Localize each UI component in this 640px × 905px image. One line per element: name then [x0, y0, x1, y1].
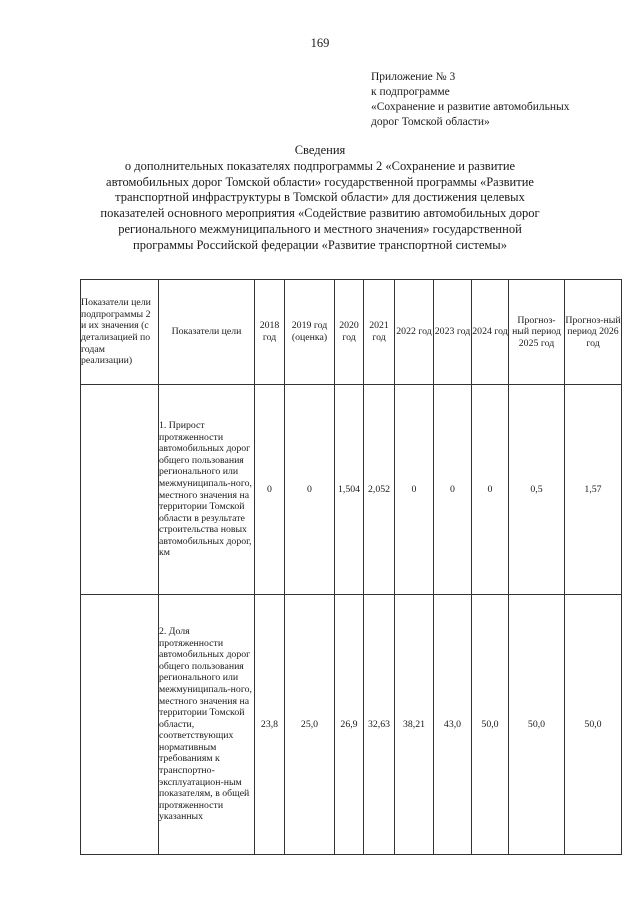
value-2025: 50,0: [509, 595, 565, 855]
heading-line: транспортной инфраструктуры в Томской области» для достижения целевых: [115, 190, 525, 205]
document-heading: [50, 143, 590, 254]
appendix-line: к подпрограмме: [371, 86, 450, 98]
value-2026: 1,57: [565, 385, 622, 595]
appendix-line: дорог Томской области»: [371, 116, 490, 128]
header-year-2020: 2020 год: [335, 280, 364, 385]
value-2022: 38,21: [395, 595, 434, 855]
value-2020: 1,504: [335, 385, 364, 595]
header-goal-indicators: Показатели цели подпрограммы 2 и их значения (с детализацией по годам реализации): [81, 280, 159, 385]
value-2025: 0,5: [509, 385, 565, 595]
value-2021: 2,052: [364, 385, 395, 595]
heading-line: регионального межмуниципального и местного значения» государственной: [118, 221, 522, 236]
indicators-table: [80, 279, 622, 855]
table-row: [81, 385, 622, 595]
table-row: [81, 595, 622, 855]
page-number: 169: [310, 36, 330, 50]
value-2019: 25,0: [285, 595, 335, 855]
header-year-2023: 2023 год: [434, 280, 472, 385]
heading-line: программы Российской федерации «Развитие транспортной системы»: [133, 237, 507, 252]
value-2018: 23,8: [255, 595, 285, 855]
value-2023: 0: [434, 385, 472, 595]
indicator-description: 2. Доля протяженности автомобильных дорог общего пользования регионального или межмуниципаль-ного, местного значения на территории Томской области, соответствующих нормативным требованиям к транспортно-эксплуатацион-ным показателям, в общей протяженности указанных: [159, 595, 255, 855]
indicator-description: 1. Прирост протяженности автомобильных дорог общего пользования регионального или межмуниципаль-ного, местного значения на территории Томской области в результате строительства новых автомобильных дорог, км: [159, 385, 255, 595]
appendix-line: «Сохранение и развитие автомобильных: [371, 101, 570, 113]
goal-cell: [81, 385, 159, 595]
header-goal-indicator: Показатели цели: [159, 280, 255, 385]
heading-line: автомобильных дорог Томской области» государственной программы «Развитие: [106, 174, 534, 189]
value-2021: 32,63: [364, 595, 395, 855]
header-year-2019: 2019 год (оценка): [285, 280, 335, 385]
heading-line: о дополнительных показателях подпрограммы 2 «Сохранение и развитие: [124, 158, 516, 173]
value-2024: 50,0: [472, 595, 509, 855]
header-year-2024: 2024 год: [472, 280, 509, 385]
value-2019: 0: [285, 385, 335, 595]
header-year-2018: 2018 год: [255, 280, 285, 385]
value-2023: 43,0: [434, 595, 472, 855]
value-2024: 0: [472, 385, 509, 595]
heading-title: Сведения: [294, 143, 346, 157]
value-2020: 26,9: [335, 595, 364, 855]
goal-cell: [81, 595, 159, 855]
appendix-line: Приложение № 3: [371, 71, 456, 83]
value-2018: 0: [255, 385, 285, 595]
value-2026: 50,0: [565, 595, 622, 855]
heading-line: показателей основного мероприятия «Содействие развитию автомобильных дорог: [100, 206, 540, 221]
value-2022: 0: [395, 385, 434, 595]
header-forecast-2025: Прогноз-ный период 2025 год: [509, 280, 565, 385]
header-year-2022: 2022 год: [395, 280, 434, 385]
header-forecast-2026: Прогноз-ный период 2026 год: [565, 280, 622, 385]
header-year-2021: 2021 год: [364, 280, 395, 385]
appendix-note: [371, 70, 621, 130]
table-header-row: [81, 280, 622, 385]
